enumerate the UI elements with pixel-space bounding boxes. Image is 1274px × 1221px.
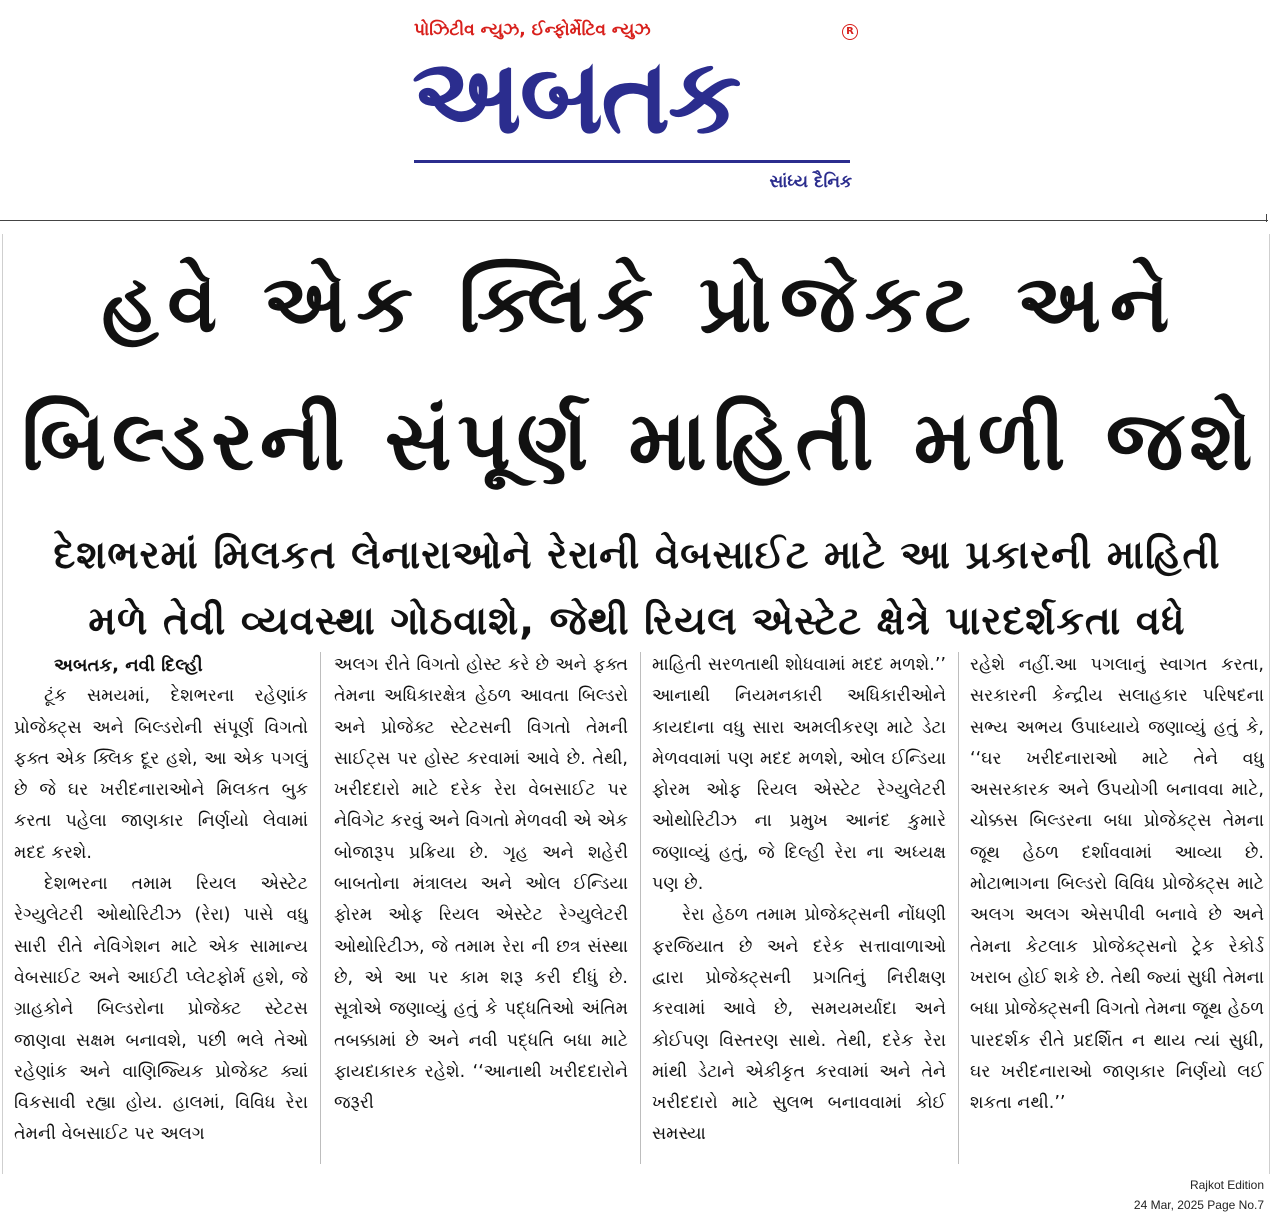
left-border-rule	[2, 234, 3, 1174]
body-paragraph: ટૂંક સમયમાં, દેશભરના રહેણાંક પ્રોજેક્ટ્સ અને બિલ્ડરોની સંપૂર્ણ વિગતો ફક્ત એક ક્લિક દૂર હશે, આ એક પગલું છે જે ઘર ખરીદનારાઓને મિલકત બુક કરતા પહેલા જાણકાર નિર્ણયો લેવામાં મદદ કરશે.	[14, 686, 308, 863]
newspaper-logo[interactable]: અબતક	[412, 38, 740, 154]
logo-underline	[414, 160, 850, 163]
headline-line-2: બિલ્ડરની સંપૂર્ણ માહિતી મળી જશે	[21, 394, 1259, 489]
headline-line-1: હવે એક ક્લિકે પ્રોજેક્ટ અને	[101, 257, 1179, 350]
body-paragraph: દેશભરના તમામ રિયલ એસ્ટેટ રેગ્યુલેટરી ઓથોરિટીઝ (રેરા) પાસે વધુ સારી રીતે નેવિગેશન માટે એક સામાન્ય વેબસાઈટ અને આઈટી પ્લેટફોર્મ હશે, જે ગ્રાહકોને બિલ્ડરોના પ્રોજેક્ટ સ્ટેટસ જાણવા સક્ષમ બનાવશે, પછી ભલે તેઓ રહેણાંક અને વાણિજ્યિક પ્રોજેક્ટ ક્યાં વિકસાવી રહ્યા હોય. હાલમાં, વિવિધ રેરા તેમની વેબસાઈટ પર અલગ	[14, 874, 308, 1145]
masthead	[0, 0, 1274, 222]
page-info: 24 Mar, 2025 Page No.7	[1133, 1198, 1264, 1212]
article-column-1	[14, 650, 308, 1168]
body-paragraph: માહિતી સરળતાથી શોધવામાં મદદ મળશે.’’ આનાથી નિયમનકારી અધિકારીઓને કાયદાના વધુ સારા અમલીકરણ માટે ડેટા મેળવવામાં પણ મદદ મળશે, ઓલ ઈન્ડિયા ફોરમ ઓફ રિયલ એસ્ટેટ રેગ્યુલેટરી ઓથોરિટીઝ ના પ્રમુખ આનંદ કુમારે જણાવ્યું હતું, જે દિલ્હી રેરા ના અધ્યક્ષ પણ છે.	[652, 655, 946, 895]
dateline: અબતક, નવી દિલ્હી	[54, 655, 203, 676]
edition-label: Rajkot Edition	[1189, 1178, 1264, 1192]
column-divider	[958, 652, 959, 1164]
deck-line-1: દેશભરમાં મિલકત લેનારાઓને રેરાની વેબસાઈટ માટે આ પ્રકારની માહિતી	[53, 533, 1221, 578]
divider-end-tick	[1266, 214, 1267, 222]
body-paragraph: રહેશે નહીં.આ પગલાનું સ્વાગત કરતા, સરકારની કેન્દ્રીય સલાહકાર પરિષદના સભ્ય અભય ઉપાધ્યાયે જણાવ્યું હતું કે, ‘‘ઘર ખરીદનારાઓ માટે તેને વધુ અસરકારક અને ઉપયોગી બનાવવા માટે, ચોક્કસ બિલ્ડરના બધા પ્રોજેક્ટ્સ તેમના જૂથ હેઠળ દર્શાવવામાં આવ્યા છે. મોટાભાગના બિલ્ડરો વિવિધ પ્રોજેક્ટ્સ માટે અલગ અલગ એસપીવી બનાવે છે અને તેમના કેટલાક પ્રોજેક્ટ્સનો ટ્રેક રેકોર્ડ ખરાબ હોઈ શકે છે. તેથી જ્યાં સુધી તેમના બધા પ્રોજેક્ટ્સની વિગતો તેમના જૂથ હેઠળ પારદર્શક રીતે પ્રદર્શિત ન થાય ત્યાં સુધી, ઘર ખરીદનારાઓ જાણકાર નિર્ણયો લઈ શકતા નથી.’’	[970, 655, 1264, 1114]
column-divider	[640, 652, 641, 1164]
registered-trademark-icon: R	[842, 24, 858, 40]
deck-line-2: મળે તેવી વ્યવસ્થા ગોઠવાશે, જેથી રિયલ એસ્ટેટ ક્ષેત્રે પારદર્શકતા વધે	[88, 599, 1186, 644]
masthead-subtitle: સાંધ્ય દૈનિક	[769, 172, 852, 192]
masthead-divider	[0, 220, 1268, 221]
article-column-2	[334, 650, 628, 1168]
body-paragraph: રેરા હેઠળ તમામ પ્રોજેક્ટ્સની નોંધણી ફરજિયાત છે અને દરેક સત્તાવાળાઓ દ્વારા પ્રોજેક્ટ્સની પ્રગતિનું નિરીક્ષણ કરવામાં આવે છે, સમયમર્યાદા અને કોઈપણ વિસ્તરણ સાથે. તેથી, દરેક રેરા માંથી ડેટાને એકીકૃત કરવામાં અને તેને ખરીદદારો માટે સુલભ બનાવવામાં કોઈ સમસ્યા	[652, 905, 946, 1145]
article-column-4	[970, 650, 1264, 1168]
article-column-3	[652, 650, 946, 1168]
masthead-tagline: પોઝિટીવ ન્યુઝ, ઈન્ફોર્મેટિવ ન્યુઝ	[414, 20, 651, 40]
body-paragraph: અલગ રીતે વિગતો હોસ્ટ કરે છે અને ફક્ત તેમના અધિકારક્ષેત્ર હેઠળ આવતા બિલ્ડરો અને પ્રોજેક્ટ સ્ટેટસની વિગતો તેમની સાઈટ્સ પર હોસ્ટ કરવામાં આવે છે. તેથી, ખરીદદારો માટે દરેક રેરા વેબસાઈટ પર નેવિગેટ કરવું અને વિગતો મેળવવી એ એક બોજારૂપ પ્રક્રિયા છે. ગૃહ અને શહેરી બાબતોના મંત્રાલય અને ઓલ ઈન્ડિયા ફોરમ ઓફ રિયલ એસ્ટેટ રેગ્યુલેટરી ઓથોરિટીઝ, જે તમામ રેરા ની છત્ર સંસ્થા છે, એ આ પર કામ શરૂ કરી દીધું છે. સૂત્રોએ જણાવ્યું હતું કે પદ્ધતિઓ અંતિમ તબક્કામાં છે અને નવી પદ્ધતિ બધા માટે ફાયદાકારક રહેશે. ‘‘આનાથી ખરીદદારોને જરૂરી	[334, 655, 628, 1114]
right-border-rule	[1269, 234, 1270, 1174]
column-divider	[320, 652, 321, 1164]
